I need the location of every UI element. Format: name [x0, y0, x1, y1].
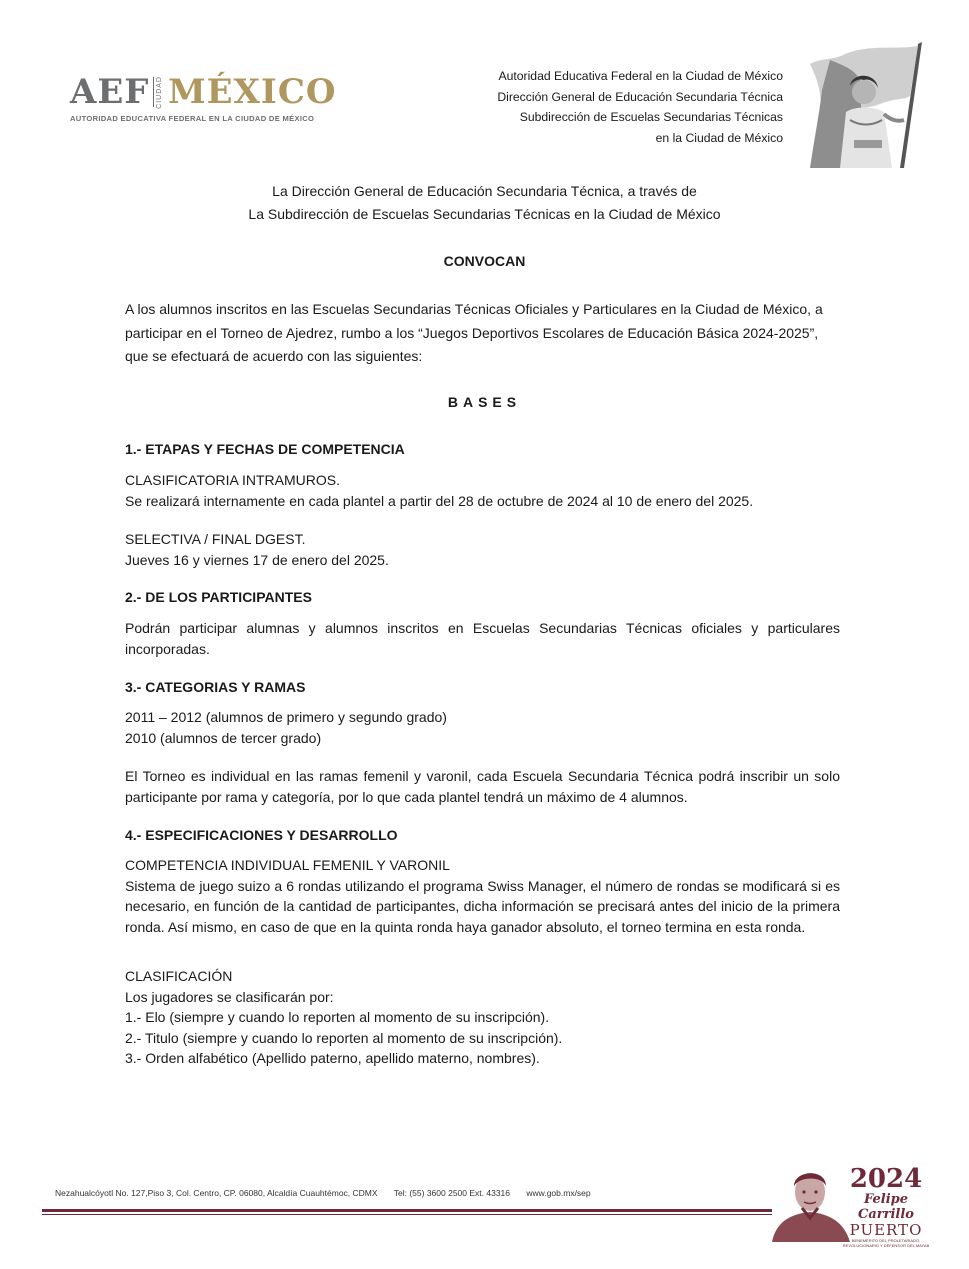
stage2-title: SELECTIVA / FINAL DGEST.	[125, 531, 306, 547]
category-item: 2011 – 2012 (alumnos de primero y segundo grado)	[125, 709, 447, 725]
intro-block	[0, 180, 969, 226]
footer-divider	[42, 1209, 772, 1212]
classification-intro: Los jugadores se clasificarán por:	[125, 988, 334, 1005]
aef-cdmx-logo	[70, 72, 340, 127]
section1-stage2	[125, 529, 840, 570]
stage2-text: Jueves 16 y viernes 17 de enero del 2025.	[125, 551, 389, 568]
classification-title: CLASIFICACIÓN	[125, 968, 233, 984]
section1-heading: 1.- ETAPAS Y FECHAS DE COMPETENCIA	[125, 441, 405, 457]
paragraph-invitation: A los alumnos inscritos en las Escuelas Secundarias Técnicas Oficiales y Particulares en la Ciudad de México, a participar en el Torneo de Ajedrez, rumbo a los “Juegos Deportivos Escolares de Educación Básica 2024-2025”, que se efectuará de acuerdo con las siguientes:	[125, 301, 823, 364]
bases-title: BASES	[447, 394, 522, 410]
year-2024-badge	[836, 1164, 936, 1248]
header-line: en la Ciudad de México	[655, 130, 783, 145]
footer-phone: Tel: (55) 3600 2500 Ext. 43316	[393, 1188, 511, 1198]
section3-categories	[125, 707, 840, 748]
intro-line: La Subdirección de Escuelas Secundarias Técnicas en la Ciudad de México	[248, 206, 721, 222]
competition-title: COMPETENCIA INDIVIDUAL FEMENIL Y VARONIL	[125, 857, 450, 873]
stage1-text: Se realizará internamente en cada plantel a partir del 28 de octubre de 2024 al 10 de enero del 2025.	[125, 492, 754, 509]
badge-puerto: PUERTO	[849, 1221, 923, 1239]
header-institution-block	[497, 66, 783, 148]
header-line: Subdirección de Escuelas Secundarias Técnicas	[519, 110, 783, 124]
badge-tagline: BENEMÉRITO DEL PROLETARIADO, REVOLUCIONARIO Y DEFENSOR DEL MAYAB	[842, 1238, 930, 1248]
footer-contact	[55, 1188, 605, 1198]
section2-heading: 2.- DE LOS PARTICIPANTES	[125, 589, 312, 605]
badge-name: Felipe Carrillo	[858, 1192, 914, 1222]
logo-separator	[153, 77, 154, 107]
category-item: 2010 (alumnos de tercer grado)	[125, 729, 322, 746]
classification-item: 1.- Elo (siempre y cuando lo reporten al momento de su inscripción).	[125, 1009, 550, 1026]
section3-text: El Torneo es individual en las ramas femenil y varonil, cada Escuela Secundaria Técnica podrá inscribir un solo participante por rama y categoría, por lo que cada plantel tendrá un máximo de 4 alumnos.	[125, 768, 840, 805]
section2-text: Podrán participar alumnas y alumnos inscritos en Escuelas Secundarias Técnicas oficiales y particulares incorporadas.	[125, 620, 840, 657]
section3-heading: 3.- CATEGORIAS Y RAMAS	[125, 679, 306, 695]
header-line: Autoridad Educativa Federal en la Ciudad de México	[498, 69, 783, 83]
classification-item: 3.- Orden alfabético (Apellido paterno, apellido materno, nombres).	[125, 1050, 540, 1067]
footer-web-link[interactable]: www.gob.mx/sep	[526, 1188, 591, 1198]
section1-stage1	[125, 470, 840, 511]
badge-year: 2024	[849, 1164, 923, 1194]
logo-subtitle: AUTORIDAD EDUCATIVA FEDERAL EN LA CIUDAD DE MÉXICO	[70, 114, 315, 123]
woman-with-flag-emblem-icon	[800, 40, 926, 168]
convocan-title: CONVOCAN	[443, 253, 526, 269]
logo-mexico-text: MÉXICO	[168, 72, 337, 112]
footer-address: Nezahualcóyotl No. 127,Piso 3, Col. Centro, CP. 06080, Alcaldía Cuauhtémoc, CDMX	[55, 1188, 378, 1198]
section4-classification	[125, 966, 840, 1069]
stage1-title: CLASIFICATORIA INTRAMUROS.	[125, 472, 340, 488]
intro-line: La Dirección General de Educación Secundaria Técnica, a través de	[272, 183, 697, 199]
section4-competition	[125, 855, 840, 937]
section4-heading: 4.- ESPECIFICACIONES Y DESARROLLO	[125, 827, 398, 843]
header-line: Dirección General de Educación Secundaria Técnica	[497, 89, 783, 104]
logo-aef-text: AEF	[70, 72, 150, 112]
competition-text: Sistema de juego suizo a 6 rondas utilizando el programa Swiss Manager, el número de rondas se modificará si es necesario, en función de la cantidad de participantes, dicha información se precisará antes del inicio de la primera ronda. Así mismo, en caso de que en la quinta ronda haya ganador absoluto, el torneo termina en esta ronda.	[125, 877, 840, 935]
logo-ciudad-text: CIUDAD	[156, 76, 163, 109]
footer-divider-thin	[42, 1214, 772, 1215]
classification-item: 2.- Titulo (siempre y cuando lo reporten al momento de su inscripción).	[125, 1029, 563, 1046]
